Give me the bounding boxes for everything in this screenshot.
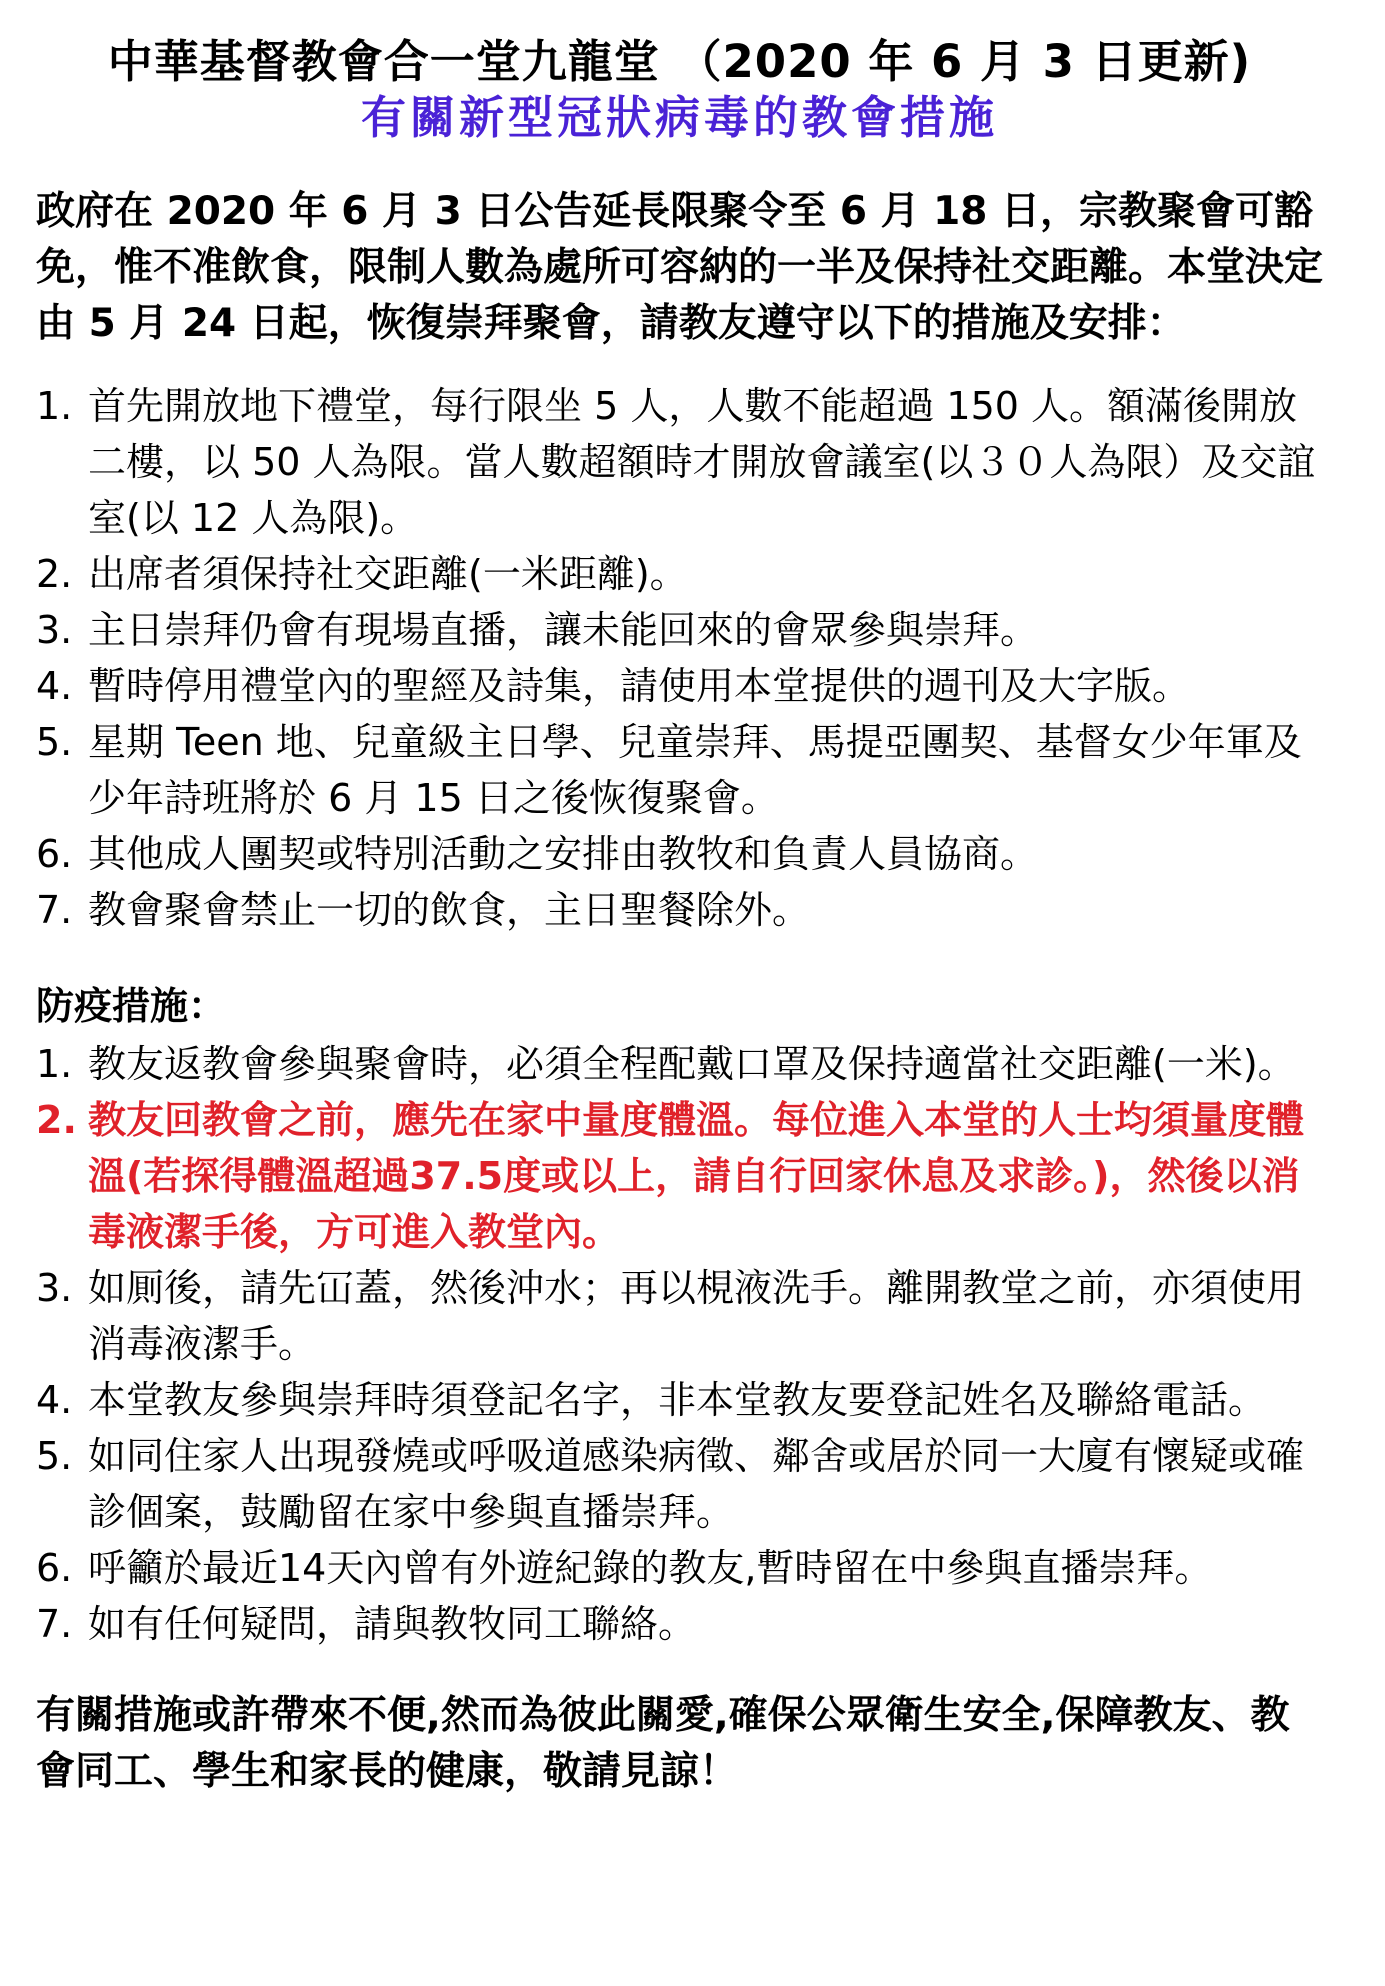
item-number: 5.	[36, 1434, 73, 1478]
arrangement-item	[36, 714, 1323, 826]
item-number: 7.	[36, 888, 73, 932]
item-text: 出席者須保持社交距離(一米距離)。	[88, 552, 688, 596]
intro-paragraph: 政府在 2020 年 6 月 3 日公告延長限聚令至 6 月 18 日，宗教聚會可豁免，惟不准飲食，限制人數為處所可容納的一半及保持社交距離。本堂決定由 5 月 24 日起，恢復崇拜聚會，請教友遵守以下的措施及安排：	[36, 189, 1324, 346]
item-text: 教會聚會禁止一切的飲食，主日聖餐除外。	[88, 888, 811, 932]
prevention-item	[36, 1540, 1323, 1596]
prevention-item	[36, 1260, 1323, 1372]
item-number: 1.	[36, 384, 73, 428]
item-text: 主日崇拜仍會有現場直播，讓未能回來的會眾參與崇拜。	[88, 608, 1039, 652]
item-number: 2.	[36, 1098, 77, 1142]
arrangement-item	[36, 378, 1323, 546]
item-number: 2.	[36, 552, 73, 596]
prevention-item	[36, 1428, 1323, 1540]
item-text: 教友回教會之前，應先在家中量度體溫。每位進入本堂的人士均須量度體溫(若探得體溫超過37.5度或以上，請自行回家休息及求診。)，然後以消毒液潔手後，方可進入教堂內。	[88, 1098, 1305, 1254]
item-text: 呼籲於最近14天內曾有外遊紀錄的教友,暫時留在中參與直播崇拜。	[88, 1546, 1213, 1590]
item-number: 4.	[36, 1378, 73, 1422]
closing-paragraph: 有關措施或許帶來不便,然而為彼此關愛,確保公眾衛生安全,保障教友、教會同工、學生和家長的健康，敬請見諒！	[36, 1693, 1290, 1794]
prevention-list	[36, 1036, 1323, 1652]
item-number: 6.	[36, 832, 73, 876]
page-title: 中華基督教會合一堂九龍堂 （2020 年 6 月 3 日更新)	[107, 35, 1252, 88]
prevention-item-highlighted	[36, 1092, 1323, 1260]
arrangement-item	[36, 882, 1323, 938]
arrangement-item	[36, 826, 1323, 882]
item-text: 如同住家人出現發燒或呼吸道感染病徵、鄰舍或居於同一大廈有懷疑或確診個案，鼓勵留在家中參與直播崇拜。	[88, 1434, 1305, 1534]
arrangement-item	[36, 602, 1323, 658]
prevention-item	[36, 1372, 1323, 1428]
item-number: 5.	[36, 720, 73, 764]
item-text: 本堂教友參與崇拜時須登記名字，非本堂教友要登記姓名及聯絡電話。	[88, 1378, 1267, 1422]
item-text: 教友返教會參與聚會時，必須全程配戴口罩及保持適當社交距離(一米)。	[88, 1042, 1296, 1086]
arrangement-item	[36, 658, 1323, 714]
prevention-item	[36, 1596, 1323, 1652]
prevention-item	[36, 1036, 1323, 1092]
item-number: 1.	[36, 1042, 73, 1086]
item-text: 如有任何疑問，請與教牧同工聯絡。	[88, 1602, 697, 1646]
item-text: 星期 Teen 地、兒童級主日學、兒童崇拜、馬提亞團契、基督女少年軍及少年詩班將於 6 月 15 日之後恢復聚會。	[88, 720, 1302, 820]
item-text: 其他成人團契或特別活動之安排由教牧和負責人員協商。	[88, 832, 1039, 876]
item-text: 首先開放地下禮堂，每行限坐 5 人，人數不能超過 150 人。額滿後開放二樓，以 50 人為限。當人數超額時才開放會議室(以３０人為限）及交誼室(以 12 人為限)。	[88, 384, 1316, 540]
item-number: 3.	[36, 1266, 73, 1310]
item-text: 暫時停用禮堂內的聖經及詩集，請使用本堂提供的週刊及大字版。	[88, 664, 1191, 708]
item-number: 3.	[36, 608, 73, 652]
item-text: 如厠後，請先冚蓋，然後沖水；再以梘液洗手。離開教堂之前，亦須使用消毒液潔手。	[88, 1266, 1305, 1366]
page-subtitle: 有關新型冠狀病毒的教會措施	[360, 91, 998, 144]
item-number: 4.	[36, 664, 73, 708]
arrangements-list	[36, 378, 1323, 938]
item-number: 6.	[36, 1546, 73, 1590]
prevention-heading: 防疫措施：	[36, 984, 227, 1028]
arrangement-item	[36, 546, 1323, 602]
item-number: 7.	[36, 1602, 73, 1646]
